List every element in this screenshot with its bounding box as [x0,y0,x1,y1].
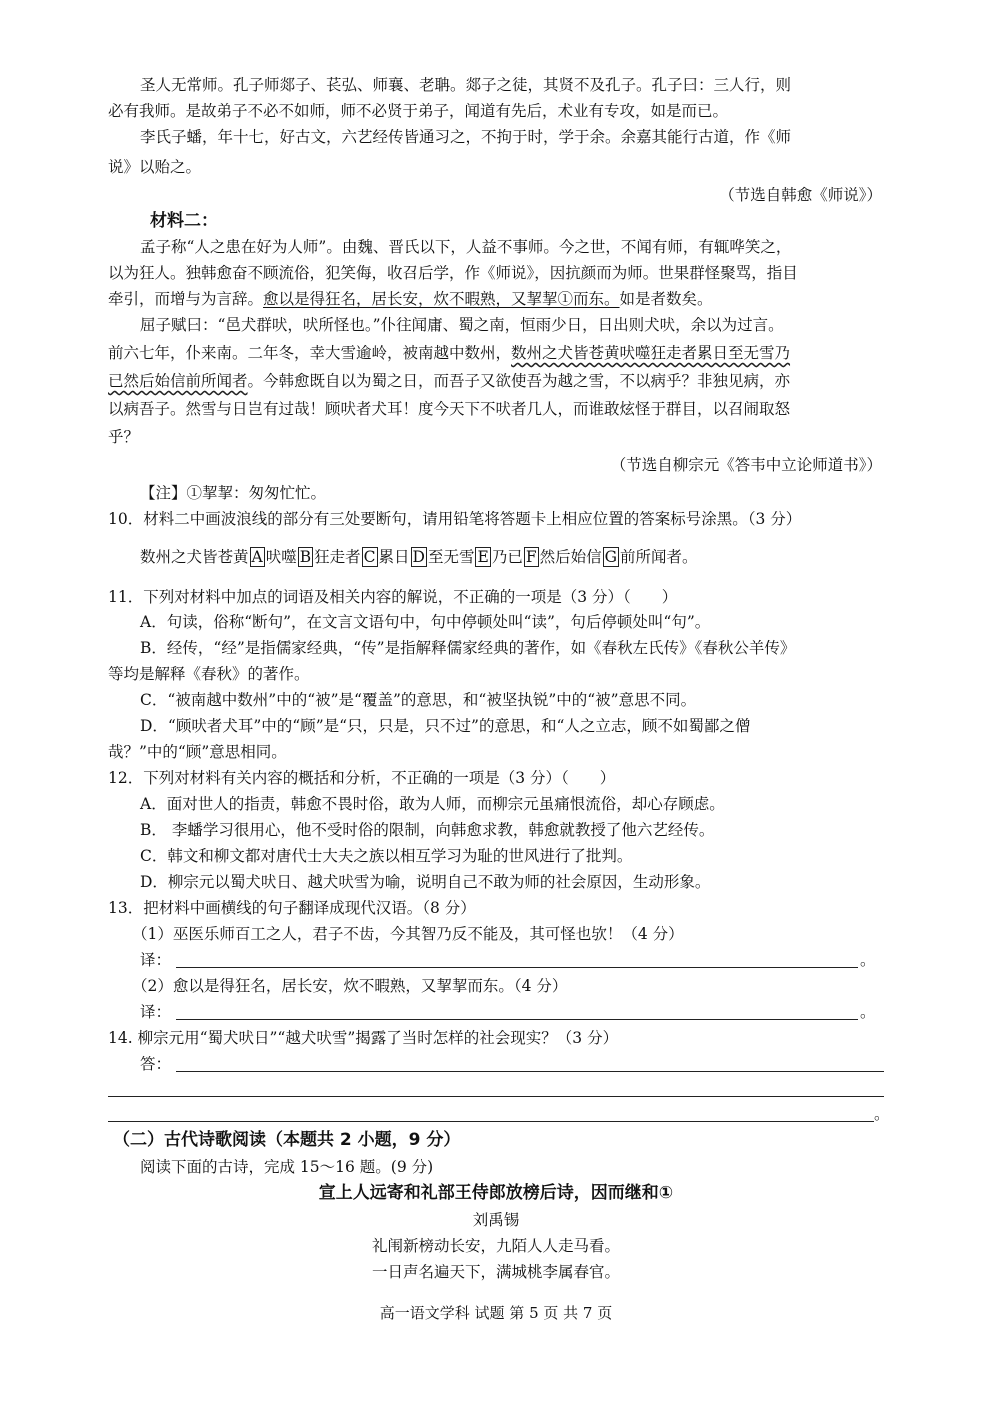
q12-option-d: D．柳宗元以蜀犬吠日、越犬吠雪为喻，说明自己不敢为师的社会原因，生动形象。 [140,873,711,891]
m2-p2b [108,342,790,364]
q10-box-f[interactable]: F [525,548,537,566]
section2-heading: （二）古代诗歌阅读（本题共 2 小题，9 分） [113,1130,461,1150]
q14-answer-line-2[interactable] [108,1096,884,1097]
poem-line-2: 一日声名遍天下，满城桃李属春官。 [371,1263,620,1281]
m2-p2d: 以病吾子。然雪与日岂有过哉！顾吠者犬耳！度今天下不吠者几人，而谁敢炫怪于群目，以召闹取怒 [108,400,791,418]
page-footer: 高一语文学科 试题 第 5 页 共 7 页 [379,1304,613,1322]
q12-option-b: B． 李蟠学习很用心，他不受时俗的限制，向韩愈求教，韩愈就教授了他六艺经传。 [140,821,715,839]
q10-box-e[interactable]: E [477,548,489,566]
q10-seg-7: 然后始信 [539,548,602,566]
q13-sentence-2: （2）愈以是得狂名，居长安，炊不暇熟，又挈挈而东。（4 分） [132,977,568,995]
q10-seg-2: 吠噬 [265,548,297,566]
m2-p2b-pre: 前六七年，仆来南。二年冬，幸大雪逾岭，被南越中数州， [108,344,512,362]
m2-p1c [108,288,713,310]
q10-seg-5: 至无雪 [427,548,475,566]
poem-title: 宣上人远寄和礼部王侍郎放榜后诗，因而继和① [318,1183,674,1203]
m2-wavy-part2: 已然后始信前所闻者 [108,372,248,390]
m2-p2a: 屈子赋曰：“邑犬群吠，吠所怪也。”仆往闻庸、蜀之南，恒雨少日，日出则犬吠，余以为过言。 [140,316,784,334]
q11-option-d-2: 哉？”中的“顾”意思相同。 [108,743,287,761]
q10-options [140,546,698,568]
q10-box-b[interactable]: B [299,548,312,566]
q11-option-a: A．句读，俗称“断句”，在文言文语句中，句中停顿处叫“读”，句后停顿处叫“句”。 [140,613,711,631]
poem-author: 刘禹锡 [472,1211,520,1229]
m2-p2c [108,370,790,392]
q12-option-a: A．面对世人的指责，韩愈不畏时俗，敢为人师，而柳宗元虽痛恨流俗，却心存顾虑。 [140,795,725,813]
q11-option-b-2: 等均是解释《春秋》的著作。 [108,665,310,683]
q10-seg-1: 数州之犬皆苍黄 [140,548,249,566]
q11-option-b-1: B．经传，“经”是指儒家经典，“传”是指解释儒家经典的著作，如《春秋左氏传》《春秋公羊传》 [140,639,796,657]
q13-yi-label-2: 译： [140,1003,172,1021]
q10-seg-3: 狂走者 [314,548,361,566]
m2-source: （节选自柳宗元《答韦中立论师道书》） [610,456,882,474]
q13-answer-line-1[interactable] [176,967,858,968]
m2-p1c-pre: 牵引，而增与为言辞。 [108,290,264,308]
q13-answer-line-2[interactable] [176,1019,858,1020]
q12-stem: 12．下列对材料有关内容的概括和分析，不正确的一项是（3 分）（ ） [108,769,616,787]
poem-line-1: 礼闱新榜动长安，九陌人人走马看。 [371,1237,620,1255]
m1-p2a: 李氏子蟠，年十七，好古文，六艺经传皆通习之，不拘于时，学于余。余嘉其能行古道，作《师 [140,128,792,146]
material2-heading: 材料二： [150,211,218,231]
q14-stem: 14. 柳宗元用“蜀犬吠日”“越犬吠雪”揭露了当时怎样的社会现实？（3 分） [108,1029,619,1047]
q11-option-d-1: D．“顾吠者犬耳”中的“顾”是“只，只是，只不过”的意思，和“人之立志，顾不如蜀鄙之僧 [140,717,751,735]
q14-answer-line-1[interactable] [176,1071,884,1072]
m1-p1b: 必有我师。是故弟子不必不如师，师不必贤于弟子，闻道有先后，术业有专攻，如是而已。 [108,102,729,120]
q14-da-label: 答： [140,1055,172,1073]
q10-seg-8: 前所闻者。 [620,548,698,566]
m1-source: （节选自韩愈《师说》） [719,186,882,204]
q10-seg-6: 乃已 [491,548,523,566]
m2-p1a: 孟子称“人之患在好为人师”。由魏、晋氏以下，人益不事师。今之世，不闻有师，有辄哗笑之， [140,238,792,256]
m2-p2c-post: 。今韩愈既自以为蜀之日，而吾子又欲使吾为越之雪，不以病乎？非独见病，亦 [247,372,791,390]
m2-wavy-part1: 数州之犬皆苍黄吠噬狂走者累日至无雪乃 [511,344,791,362]
q13-yi-label-1: 译： [140,951,172,969]
q10-seg-4: 累日 [378,548,410,566]
q12-option-c: C．韩文和柳文都对唐代士大夫之族以相互学习为耻的世风进行了批判。 [140,847,633,865]
m2-p1c-post: 如是者数矣。 [619,290,713,308]
q14-end: 。 [874,1105,890,1123]
m2-note: 【注】①挈挈：匆匆忙忙。 [140,484,327,502]
q10-stem: 10．材料二中画波浪线的部分有三处要断句，请用铅笔将答题卡上相应位置的答案标号涂黑。（3 分） [108,510,802,528]
q13-end-1: 。 [860,951,876,969]
m2-p1b: 以为狂人。独韩愈奋不顾流俗，犯笑侮，收召后学，作《师说》，因抗颜而为师。世果群怪聚骂，指目 [108,264,798,282]
q11-stem: 11．下列对材料中加点的词语及相关内容的解说，不正确的一项是（3 分）（ ） [108,588,678,606]
m2-p2e: 乎？ [108,428,140,446]
q11-option-c: C．“被南越中数州”中的“被”是“覆盖”的意思，和“被坚执锐”中的“被”意思不同。 [140,691,697,709]
m1-p2b: 说》以贻之。 [108,158,202,176]
q13-sentence-1: （1）巫医乐师百工之人，君子不齿，今其智乃反不能及，其可怪也欤！（4 分） [132,925,684,943]
section2-instructions: 阅读下面的古诗，完成 15～16 题。(9 分) [140,1158,434,1176]
m1-p1a: 圣人无常师。孔子师郯子、苌弘、师襄、老聃。郯子之徒，其贤不及孔子。孔子曰：三人行，则 [140,76,792,94]
q14-answer-line-3[interactable] [108,1121,874,1122]
q13-stem: 13．把材料中画横线的句子翻译成现代汉语。（8 分） [108,899,476,917]
q13-end-2: 。 [860,1003,876,1021]
q10-box-g[interactable]: G [604,548,617,566]
m2-underlined-sentence: 愈以是得狂名，居长安，炊不暇熟，又挈挈①而东。 [263,290,620,308]
q10-box-d[interactable]: D [412,548,425,566]
q10-box-a[interactable]: A [251,548,263,566]
q10-box-c[interactable]: C [363,548,376,566]
